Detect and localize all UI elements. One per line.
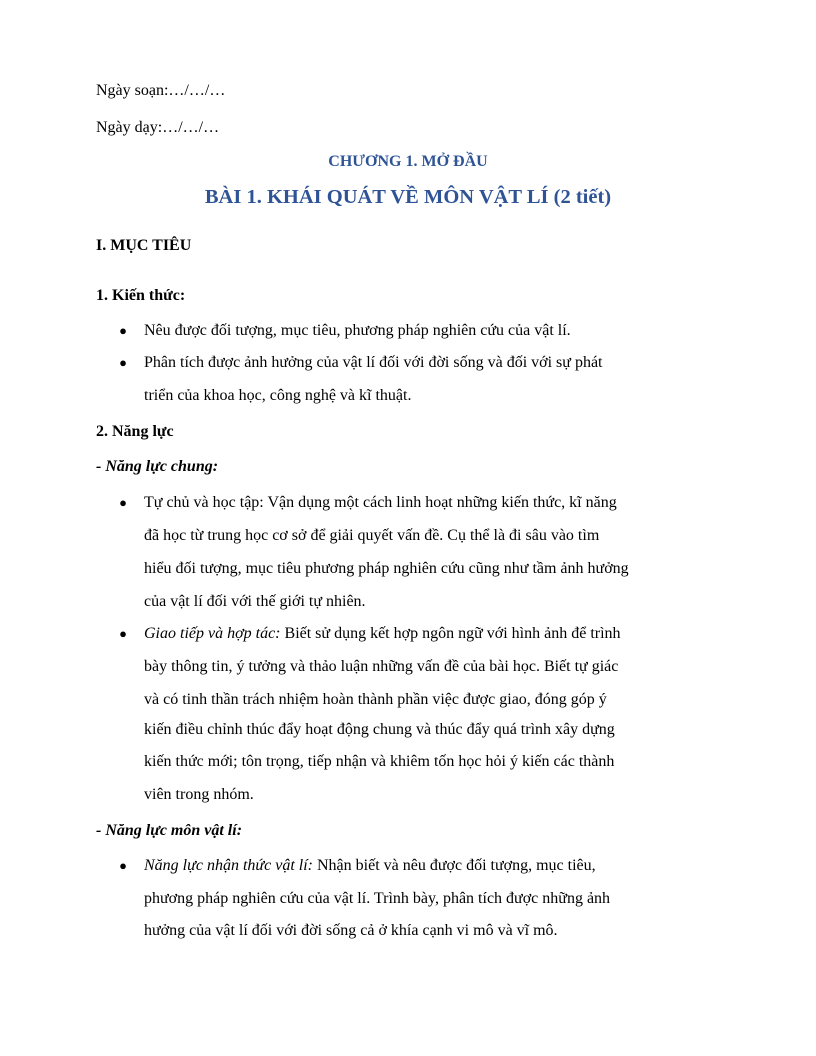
bullet-icon: ● bbox=[119, 355, 127, 370]
subject-bullet-1-line-1 bbox=[144, 856, 596, 876]
general-bullet-2-text: Biết sử dụng kết hợp ngôn ngữ với hình ảnh để trình bbox=[280, 625, 621, 642]
subject-bullet-1-line-3: hưởng của vật lí đối với đời sống cả ở khía cạnh vi mô và vĩ mô. bbox=[144, 922, 558, 939]
prep-date: Ngày soạn:…/…/… bbox=[96, 82, 226, 99]
general-bullet-1-line-2: đã học từ trung học cơ sở để giải quyết vấn đề. Cụ thể là đi sâu vào tìm bbox=[144, 527, 600, 544]
bullet-icon: ● bbox=[119, 323, 127, 338]
general-bullet-2-line-4: kiến điều chỉnh thúc đẩy hoạt động chung và thúc đẩy quá trình xây dựng bbox=[144, 721, 615, 738]
lesson-title: BÀI 1. KHÁI QUÁT VỀ MÔN VẬT LÍ (2 tiết) bbox=[204, 186, 612, 208]
general-bullet-1-line-1: Tự chủ và học tập: Vận dụng một cách linh hoạt những kiến thức, kĩ năng bbox=[144, 494, 617, 511]
general-bullet-2-line-1 bbox=[144, 624, 621, 644]
knowledge-title: 1. Kiến thức: bbox=[96, 287, 186, 304]
subject-bullet-1-lead: Năng lực nhận thức vật lí: bbox=[144, 857, 313, 874]
knowledge-bullet-2-line-2: triển của khoa học, công nghệ và kĩ thuật. bbox=[144, 387, 412, 404]
section-objectives-title: I. MỤC TIÊU bbox=[96, 237, 192, 254]
general-bullet-1-line-3: hiểu đối tượng, mục tiêu phương pháp nghiên cứu cũng như tầm ảnh hưởng bbox=[144, 560, 629, 577]
subject-bullet-1-text: Nhận biết và nêu được đối tượng, mục tiêu, bbox=[312, 857, 596, 874]
general-competence-title: - Năng lực chung: bbox=[96, 458, 219, 475]
general-bullet-2-line-2: bày thông tin, ý tưởng và thảo luận những vấn đề của bài học. Biết tự giác bbox=[144, 658, 619, 675]
bullet-icon: ● bbox=[119, 495, 127, 510]
knowledge-bullet-1: Nêu được đối tượng, mục tiêu, phương pháp nghiên cứu của vật lí. bbox=[144, 322, 571, 339]
subject-bullet-1-line-2: phương pháp nghiên cứu của vật lí. Trình bày, phân tích được những ảnh bbox=[144, 890, 611, 907]
general-bullet-2-line-6: viên trong nhóm. bbox=[144, 786, 254, 803]
chapter-title: CHƯƠNG 1. MỞ ĐẦU bbox=[328, 153, 488, 170]
knowledge-bullet-2-line-1: Phân tích được ảnh hưởng của vật lí đối với đời sống và đối với sự phát bbox=[144, 354, 603, 371]
teach-date: Ngày dạy:…/…/… bbox=[96, 119, 220, 136]
general-bullet-2-line-3: và có tinh thần trách nhiệm hoàn thành phần việc được giao, đóng góp ý bbox=[144, 691, 607, 708]
bullet-icon: ● bbox=[119, 626, 127, 641]
general-bullet-1-line-4: của vật lí đối với thế giới tự nhiên. bbox=[144, 593, 366, 610]
general-bullet-2-lead: Giao tiếp và hợp tác: bbox=[144, 625, 281, 642]
subject-competence-title: - Năng lực môn vật lí: bbox=[96, 822, 243, 839]
competence-title: 2. Năng lực bbox=[96, 423, 174, 440]
general-bullet-2-line-5: kiến thức mới; tôn trọng, tiếp nhận và khiêm tốn học hỏi ý kiến các thành bbox=[144, 753, 615, 770]
bullet-icon: ● bbox=[119, 858, 127, 873]
